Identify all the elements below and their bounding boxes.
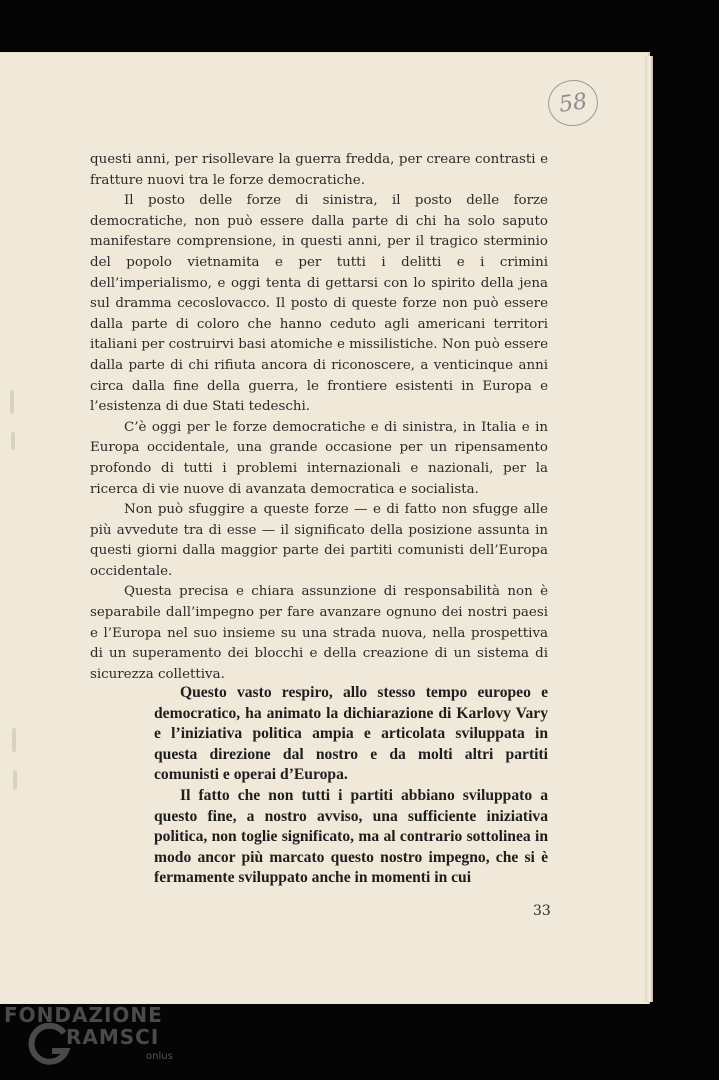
binding-mark <box>13 770 17 790</box>
paragraph: questi anni, per risollevare la guerra fredda, per creare contrasti e fratture nuovi tra le forze democratiche. <box>90 152 548 188</box>
page-number: 33 <box>533 903 551 919</box>
page-edge <box>645 56 653 1002</box>
binding-mark <box>12 728 16 752</box>
bold-paragraph: Il fatto che non tutti i partiti abbiano sviluppato a questo fine, a nostro avviso, una sufficiente iniziativa politica, non toglie significato, ma al contrario sottolinea in modo ancor più marcato questo nostro impegno, che si è fermamente sviluppato anche in momenti in cui <box>154 786 548 887</box>
bold-paragraph: Questo vasto respiro, allo stesso tempo europeo e democratico, ha animato la dichiarazione di Karlovy Vary e l’iniziativa politica ampia e articolata sviluppata in questa direzione dal nostro e da molti altri partiti comunisti e operai d’Europa. <box>154 684 548 784</box>
archive-number-stamp: 58 <box>545 77 601 130</box>
binding-mark <box>10 390 14 414</box>
body-text <box>90 150 548 685</box>
watermark-logo <box>4 1003 204 1075</box>
watermark-line2: RAMSCI <box>66 1025 160 1049</box>
binding-mark <box>11 432 15 450</box>
bold-text <box>154 683 548 889</box>
watermark-sub: onlus <box>146 1051 173 1062</box>
paragraph: Questa precisa e chiara assunzione di responsabilità non è separabile dall’impegno per fare avanzare ognuno dei nostri paesi e l’Europa nel suo insieme su una strada nuova, nella prospettiva di un superamento dei blocchi e della creazione di un sistema di sicurezza collettiva. <box>90 584 548 682</box>
paragraph: Non può sfuggire a queste forze — e di fatto non sfugge alle più avvedute tra di esse — il significato della posizione assunta in questi giorni dalla maggior parte dei partiti comunisti dell’Europa occidentale. <box>90 502 548 579</box>
paragraph: Il posto delle forze di sinistra, il posto delle forze democratiche, non può essere dalla parte di chi ha solo saputo manifestare comprensione, in questi anni, per il tragico sterminio del popolo vietnamita e per tutti i delitti e i crimini dell’imperialismo, e oggi tenta di gettarsi con lo spirito della jena sul dramma cecoslovacco. Il posto di queste forze non può essere dalla parte di coloro che hanno ceduto agli americani territori italiani per costruirvi basi atomiche e missilistiche. Non può essere dalla parte di chi rifiuta ancora di riconoscere, a venticinque anni circa dalla fine della guerra, le frontiere esistenti in Europa e l’esistenza di due Stati tedeschi. <box>90 193 548 415</box>
paragraph: C’è oggi per le forze democratiche e di sinistra, in Italia e in Europa occidentale, una grande occasione per un ripensamento profondo di tutti i problemi internazionali e nazionali, per la ricerca di vie nuove di avanzata democratica e socialista. <box>90 419 548 497</box>
watermark-line1: FONDAZIONE <box>4 1003 163 1027</box>
